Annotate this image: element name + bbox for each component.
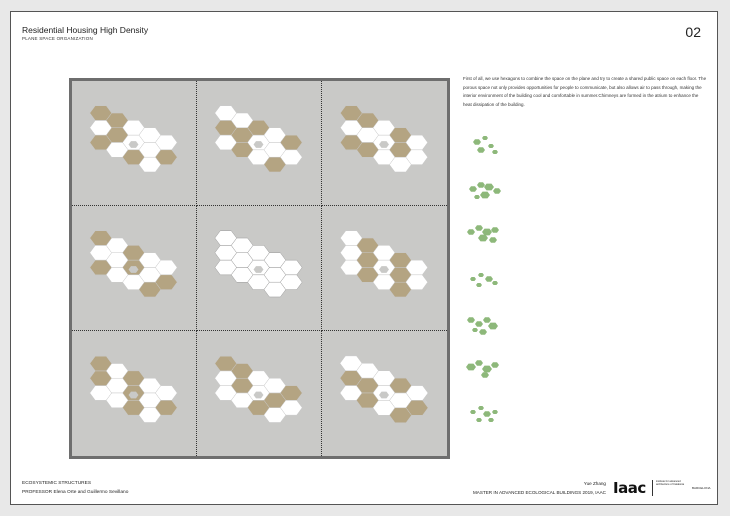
presentation-sheet [10, 11, 718, 505]
logo-city: BARCELONA [692, 486, 711, 490]
ventilation-diagram-2 [461, 175, 501, 203]
green-patch [484, 184, 494, 191]
green-patch [479, 329, 487, 334]
green-patch [492, 281, 498, 285]
floor-plan-9 [322, 331, 447, 456]
hexagon-cluster [197, 331, 321, 456]
green-patch [466, 364, 476, 371]
ventilation-diagram-4 [461, 265, 501, 293]
green-patch [469, 186, 477, 191]
floor-plan-4 [72, 206, 197, 331]
green-patch [483, 411, 491, 416]
course-title: ECOSYSTEMIC STRUCTURES [22, 481, 92, 486]
green-patch [476, 283, 482, 287]
ventilation-diagram-7 [461, 400, 501, 428]
ventilation-diagram-6 [461, 355, 501, 383]
green-patch [467, 317, 475, 322]
floor-plan-5 [197, 206, 322, 331]
iaac-logo: Iaac [613, 479, 646, 497]
green-patch [475, 360, 483, 365]
page-number: 02 [685, 24, 701, 40]
green-patch [483, 317, 491, 322]
green-patch [473, 139, 481, 144]
description-text: First of all, we use hexagons to combine the space on the plane and try to create a shared public space on each floor. The porous space not only provides opportunities for people to communicate, but also allows air to pass through, making the interior environment of the building cool and comfortable in summer.Chimneys are formed in the atrium to enhance the heat dissipation of the building. [463, 76, 707, 107]
floor-plan-8 [197, 331, 322, 456]
green-patch [491, 362, 499, 367]
floor-plan-1 [72, 81, 197, 206]
green-patch [478, 406, 484, 410]
green-patch [482, 136, 488, 140]
logo-divider [652, 480, 653, 496]
sheet-title: Residential Housing High Density [22, 25, 149, 35]
green-patch [477, 182, 485, 187]
ventilation-diagram-1 [461, 130, 501, 158]
hexagon-cluster [72, 206, 196, 330]
program-name: MASTER IN ADVANCED ECOLOGICAL BUILDINGS 2019, IAAC [472, 490, 606, 495]
green-patch [470, 277, 476, 281]
ventilation-diagrams [461, 130, 511, 440]
green-patch [474, 195, 480, 199]
green-patch [475, 225, 483, 230]
hexagon-cluster [322, 81, 447, 205]
green-patch [477, 147, 485, 152]
green-patch [488, 418, 494, 422]
logo-institute-text: institute for advanced architecture of Catalonia [656, 480, 685, 487]
green-patch [470, 410, 476, 414]
green-patch [488, 323, 498, 330]
hexagon-cluster [322, 331, 447, 456]
ventilation-diagram-3 [461, 220, 501, 248]
floor-plan-grid [69, 78, 450, 459]
hexagon-cluster [322, 206, 447, 330]
floor-plan-2 [197, 81, 322, 206]
author-name: Yue Zhang [583, 481, 606, 486]
green-patch [491, 227, 499, 232]
floor-plan-3 [322, 81, 447, 206]
professors: PROFESSOR Elena Orte and Guillermo Sevillano [22, 490, 129, 495]
hexagon-cluster [72, 81, 196, 205]
hexagon-cluster [197, 206, 321, 330]
sheet-subtitle: PLANE SPACE ORGANIZATION [22, 36, 93, 41]
green-patch [475, 321, 483, 326]
green-patch [485, 276, 493, 281]
floor-plan-6 [322, 206, 447, 331]
green-patch [478, 273, 484, 277]
hexagon-cluster [72, 331, 196, 456]
green-patch [472, 328, 478, 332]
hexagon-cluster [197, 81, 321, 205]
green-patch [493, 188, 501, 193]
green-patch [481, 372, 489, 377]
green-patch [476, 418, 482, 422]
green-patch [488, 144, 494, 148]
floor-plan-7 [72, 331, 197, 456]
green-patch [492, 150, 498, 154]
ventilation-diagram-5 [461, 310, 501, 338]
green-patch [489, 237, 497, 242]
green-patch [482, 366, 492, 373]
green-patch [478, 235, 488, 242]
green-patch [482, 229, 492, 236]
green-patch [480, 192, 490, 199]
green-patch [467, 229, 475, 234]
green-patch [492, 410, 498, 414]
